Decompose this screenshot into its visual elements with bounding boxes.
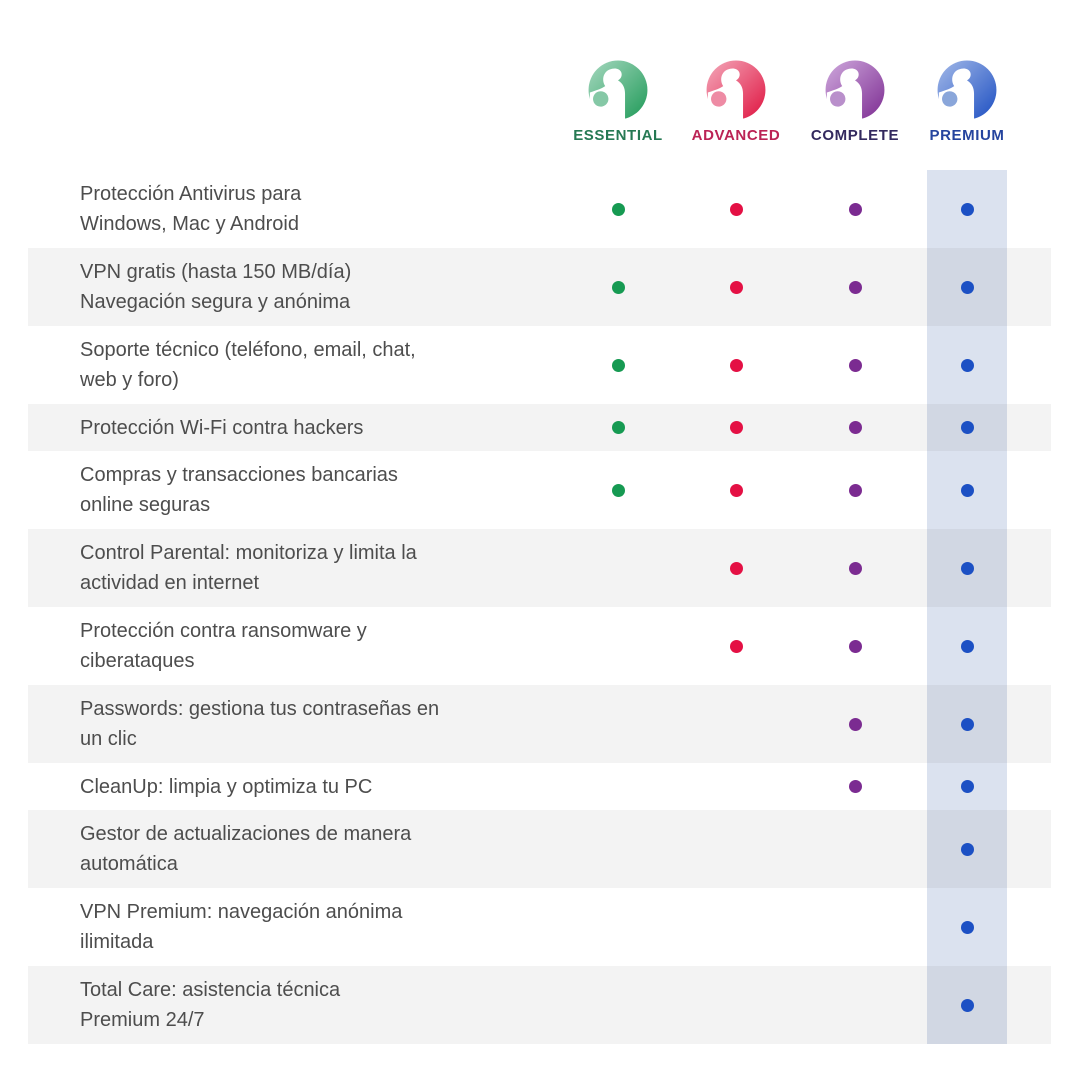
feature-row (28, 966, 1051, 1044)
panda-dome-logo-icon (935, 58, 999, 122)
included-dot-icon (961, 421, 974, 434)
feature-label (28, 897, 560, 957)
inclusion-cell-complete (796, 326, 914, 404)
inclusion-cell-complete (796, 607, 914, 685)
plans-header-spacer (28, 58, 560, 144)
included-dot-icon (961, 640, 974, 653)
included-dot-icon (730, 281, 743, 294)
feature-label (28, 975, 560, 1035)
included-dot-icon (730, 562, 743, 575)
included-dot-icon (961, 780, 974, 793)
feature-label (28, 460, 560, 520)
inclusion-cell-premium (927, 888, 1007, 966)
feature-label (28, 413, 560, 443)
features-table (28, 170, 1051, 1044)
included-dot-icon (961, 562, 974, 575)
pricing-comparison-table (28, 58, 1051, 1044)
inclusion-cell-complete (796, 451, 914, 529)
plan-name-label: ADVANCED (691, 127, 781, 144)
inclusion-cell-premium (927, 326, 1007, 404)
feature-label-line: CleanUp: limpia y optimiza tu PC (80, 775, 373, 798)
inclusion-cell-advanced (676, 326, 796, 404)
feature-label-line: ciberataques (80, 650, 195, 672)
feature-label-line: online seguras (80, 494, 211, 516)
inclusion-cell-premium (927, 529, 1007, 607)
inclusion-cell-premium (927, 404, 1007, 451)
included-dot-icon (849, 562, 862, 575)
feature-label (28, 335, 560, 395)
inclusion-cell-premium (927, 685, 1007, 763)
included-dot-icon (612, 359, 625, 372)
feature-label-line: Control Parental: monitoriza y limita la (80, 542, 417, 564)
included-dot-icon (849, 359, 862, 372)
feature-label-line: ilimitada (80, 931, 154, 953)
feature-label (28, 772, 560, 802)
included-dot-icon (730, 640, 743, 653)
feature-label-line: Protección Wi-Fi contra hackers (80, 416, 364, 439)
included-dot-icon (961, 718, 974, 731)
inclusion-cell-complete (796, 404, 914, 451)
inclusion-cell-essential (560, 404, 676, 451)
feature-row (28, 810, 1051, 888)
plans-header (28, 58, 1051, 144)
inclusion-cell-premium (927, 966, 1007, 1044)
feature-label-line: VPN Premium: navegación anónima (80, 901, 403, 923)
plan-name-label: ESSENTIAL (573, 127, 663, 144)
included-dot-icon (849, 718, 862, 731)
plan-name-label: COMPLETE (810, 127, 900, 144)
included-dot-icon (730, 484, 743, 497)
included-dot-icon (961, 999, 974, 1012)
feature-label (28, 538, 560, 598)
feature-label-line: un clic (80, 728, 137, 750)
feature-row (28, 685, 1051, 763)
included-dot-icon (961, 484, 974, 497)
feature-row (28, 529, 1051, 607)
inclusion-cell-advanced (676, 607, 796, 685)
feature-label (28, 819, 560, 879)
included-dot-icon (849, 421, 862, 434)
feature-label-line: Protección contra ransomware y (80, 620, 367, 642)
feature-label-line: Premium 24/7 (80, 1009, 205, 1031)
plan-name-label: PREMIUM (929, 127, 1005, 144)
inclusion-cell-complete (796, 685, 914, 763)
panda-dome-logo-icon (823, 58, 887, 122)
feature-row (28, 170, 1051, 248)
feature-label-line: web y foro) (80, 369, 179, 391)
feature-label-line: Protección Antivirus para (80, 183, 302, 205)
feature-row (28, 888, 1051, 966)
included-dot-icon (849, 203, 862, 216)
feature-label-line: Gestor de actualizaciones de manera (80, 823, 412, 845)
feature-label-line: Total Care: asistencia técnica (80, 979, 341, 1001)
feature-label-line: Soporte técnico (teléfono, email, chat, (80, 339, 416, 361)
included-dot-icon (961, 843, 974, 856)
included-dot-icon (961, 281, 974, 294)
panda-dome-logo-icon (704, 58, 768, 122)
plan-column-header-essential (560, 58, 676, 144)
inclusion-cell-essential (560, 326, 676, 404)
included-dot-icon (849, 780, 862, 793)
inclusion-cell-advanced (676, 248, 796, 326)
feature-label (28, 616, 560, 676)
feature-row (28, 607, 1051, 685)
inclusion-cell-advanced (676, 404, 796, 451)
feature-row (28, 248, 1051, 326)
feature-label-line: actividad en internet (80, 572, 260, 594)
inclusion-cell-advanced (676, 529, 796, 607)
inclusion-cell-premium (927, 763, 1007, 810)
panda-dome-logo-icon (586, 58, 650, 122)
included-dot-icon (849, 484, 862, 497)
included-dot-icon (961, 359, 974, 372)
feature-label (28, 257, 560, 317)
included-dot-icon (961, 203, 974, 216)
inclusion-cell-essential (560, 170, 676, 248)
included-dot-icon (612, 281, 625, 294)
feature-label-line: VPN gratis (hasta 150 MB/día) (80, 261, 352, 283)
inclusion-cell-complete (796, 170, 914, 248)
inclusion-cell-premium (927, 607, 1007, 685)
feature-label (28, 694, 560, 754)
feature-row (28, 404, 1051, 451)
included-dot-icon (730, 203, 743, 216)
feature-label-line: Compras y transacciones bancarias (80, 464, 398, 486)
inclusion-cell-essential (560, 248, 676, 326)
inclusion-cell-complete (796, 248, 914, 326)
feature-label-line: automática (80, 853, 178, 875)
inclusion-cell-complete (796, 763, 914, 810)
feature-row (28, 451, 1051, 529)
feature-label-line: Navegación segura y anónima (80, 291, 351, 313)
feature-row (28, 763, 1051, 810)
plan-column-header-premium (927, 58, 1007, 144)
inclusion-cell-essential (560, 451, 676, 529)
inclusion-cell-premium (927, 248, 1007, 326)
included-dot-icon (730, 421, 743, 434)
included-dot-icon (612, 421, 625, 434)
included-dot-icon (730, 359, 743, 372)
included-dot-icon (961, 921, 974, 934)
feature-label (28, 179, 560, 239)
included-dot-icon (612, 484, 625, 497)
inclusion-cell-complete (796, 529, 914, 607)
feature-label-line: Windows, Mac y Android (80, 213, 299, 235)
inclusion-cell-premium (927, 170, 1007, 248)
plan-column-header-complete (796, 58, 914, 144)
included-dot-icon (849, 640, 862, 653)
inclusion-cell-premium (927, 810, 1007, 888)
inclusion-cell-advanced (676, 451, 796, 529)
feature-label-line: Passwords: gestiona tus contraseñas en (80, 698, 440, 720)
included-dot-icon (612, 203, 625, 216)
plan-column-header-advanced (676, 58, 796, 144)
included-dot-icon (849, 281, 862, 294)
inclusion-cell-premium (927, 451, 1007, 529)
feature-row (28, 326, 1051, 404)
inclusion-cell-advanced (676, 170, 796, 248)
